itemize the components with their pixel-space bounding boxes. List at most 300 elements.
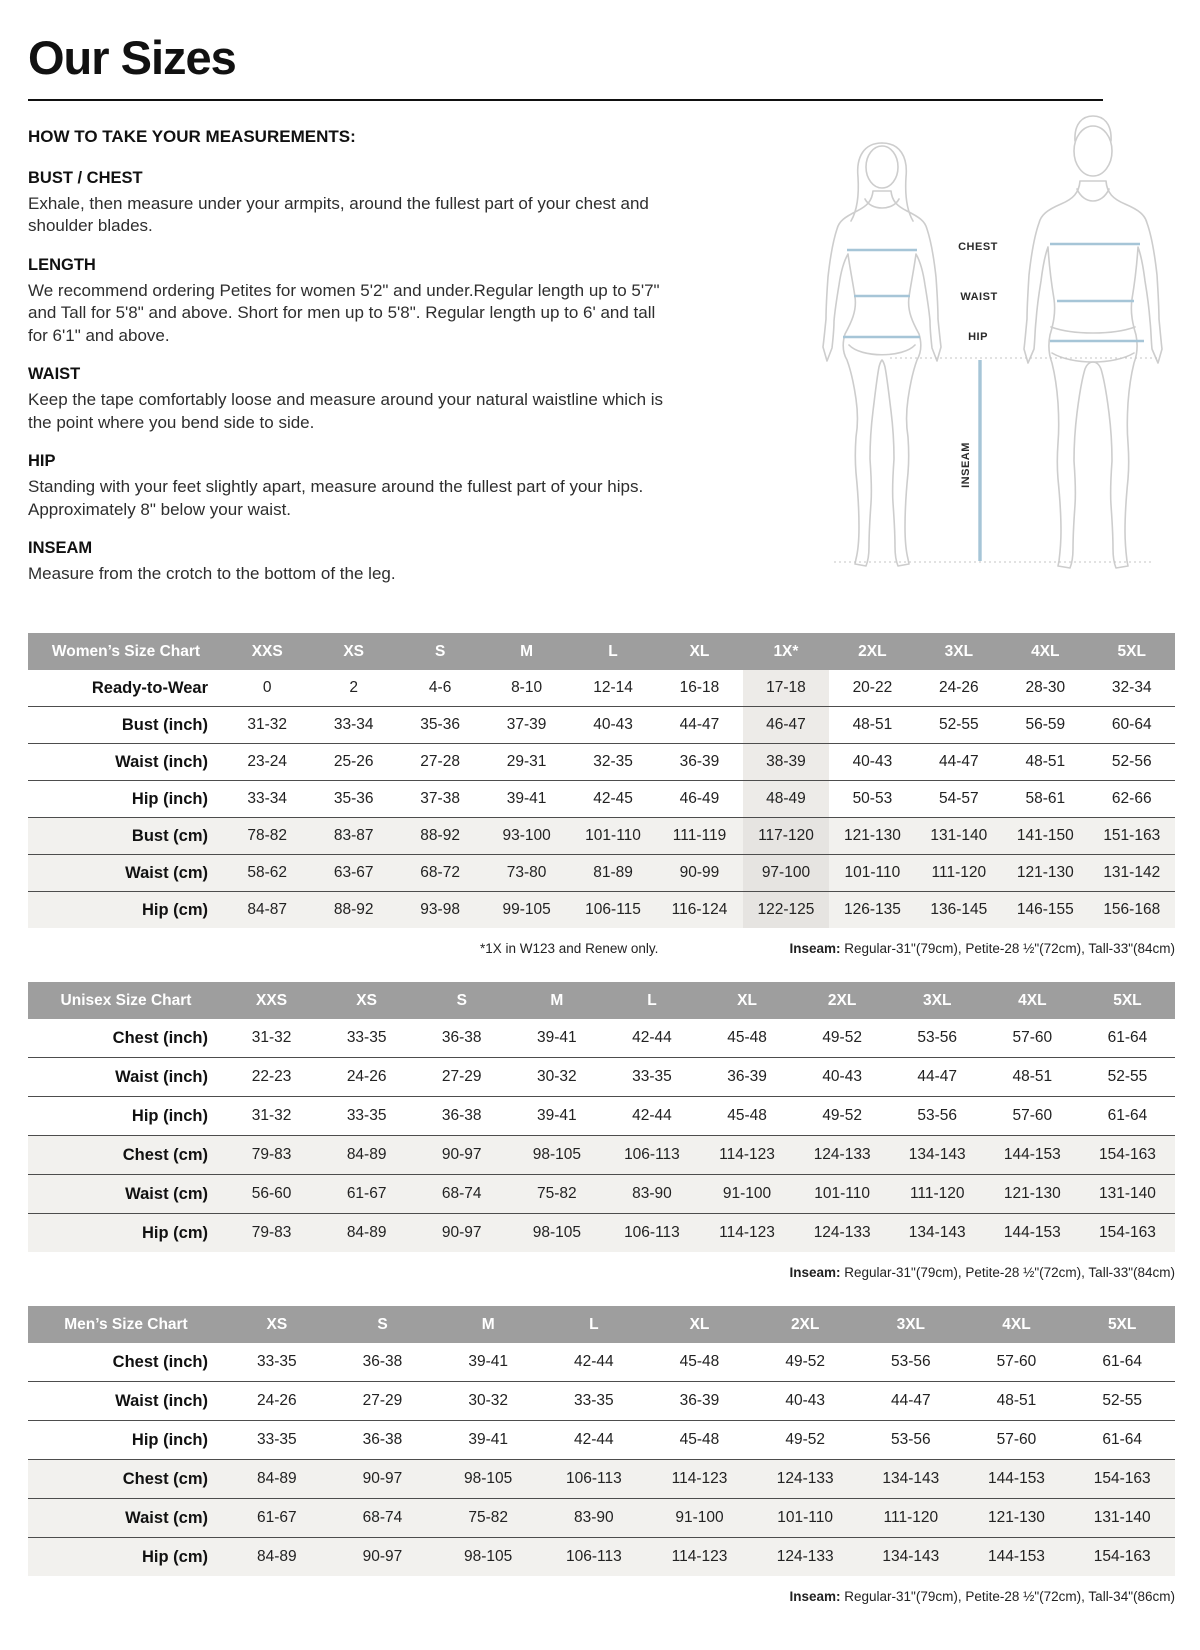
section-body: Standing with your feet slightly apart, measure around the fullest part of your hips. Approximately 8" below your waist. bbox=[28, 477, 644, 519]
column-header: L bbox=[589, 1315, 599, 1333]
table-cell: 97-100 bbox=[743, 855, 829, 891]
table-row bbox=[28, 1343, 1175, 1381]
section-body: Measure from the crotch to the bottom of the leg. bbox=[28, 563, 396, 583]
table-cell: 106-113 bbox=[565, 1470, 622, 1488]
table-cell: 30-32 bbox=[468, 1392, 508, 1410]
table-cell: 83-87 bbox=[333, 827, 374, 845]
table-cell: 35-36 bbox=[333, 790, 374, 808]
table-cell: 114-123 bbox=[719, 1146, 775, 1164]
column-header: XS bbox=[343, 642, 365, 660]
inseam-label: INSEAM bbox=[960, 442, 972, 488]
table-cell: 37-38 bbox=[420, 790, 460, 808]
table-cell: 61-67 bbox=[346, 1185, 387, 1203]
table-cell: 49-52 bbox=[822, 1107, 862, 1125]
table-cell: 17-18 bbox=[743, 670, 829, 706]
table-cell: 33-34 bbox=[247, 790, 288, 808]
table-cell: 38-39 bbox=[743, 744, 829, 780]
column-header: S bbox=[434, 642, 446, 660]
section-body: We recommend ordering Petites for women 5'2" and under.Regular length up to 5'7" and Tall for 5'8" and above. Short for men up to 5'8". Regular length up to 6' and tall for 6'1" and above. bbox=[28, 280, 660, 345]
table-title: Unisex Size Chart bbox=[60, 991, 192, 1009]
table-cell: 42-44 bbox=[632, 1107, 672, 1125]
body-outline-figures bbox=[797, 113, 1175, 583]
table-cell: 16-18 bbox=[679, 679, 720, 697]
table-row bbox=[28, 1096, 1175, 1135]
table-cell: 91-100 bbox=[675, 1509, 724, 1527]
inseam-note-label: Inseam: bbox=[789, 1589, 841, 1605]
hip-label: HIP bbox=[968, 331, 988, 343]
table-row bbox=[28, 780, 1175, 817]
table-row bbox=[28, 817, 1175, 854]
table-cell: 83-90 bbox=[632, 1185, 672, 1203]
table-cell: 144-153 bbox=[1003, 1224, 1061, 1242]
section-title: WAIST bbox=[28, 365, 81, 384]
table-cell: 27-28 bbox=[420, 753, 460, 771]
row-label: Chest (cm) bbox=[122, 1145, 208, 1164]
mens-table-footnotes bbox=[28, 1589, 1175, 1604]
table-cell: 45-48 bbox=[679, 1353, 720, 1371]
table-cell: 111-120 bbox=[909, 1185, 965, 1203]
table-cell: 84-89 bbox=[257, 1548, 297, 1566]
column-header: S bbox=[456, 991, 467, 1009]
table-cell: 99-105 bbox=[502, 901, 551, 919]
table-cell: 27-29 bbox=[362, 1392, 403, 1410]
table-cell: 121-130 bbox=[1016, 864, 1074, 882]
waist-label: WAIST bbox=[960, 291, 998, 303]
row-label: Waist (cm) bbox=[125, 1508, 208, 1527]
table-cell: 93-98 bbox=[420, 901, 460, 919]
section-title: INSEAM bbox=[28, 538, 93, 557]
table-cell: 134-143 bbox=[908, 1224, 966, 1242]
table-cell: 154-163 bbox=[1093, 1470, 1151, 1488]
table-cell: 42-44 bbox=[573, 1353, 614, 1371]
table-cell: 106-115 bbox=[585, 901, 641, 919]
measurement-figure-illustration bbox=[770, 113, 1175, 583]
table-cell: 98-105 bbox=[532, 1224, 581, 1242]
column-header: XXS bbox=[251, 642, 283, 660]
column-header: M bbox=[520, 642, 534, 660]
table-row bbox=[28, 891, 1175, 928]
table-header-row bbox=[28, 982, 1175, 1019]
column-header: XS bbox=[356, 991, 377, 1009]
table-cell: 33-35 bbox=[346, 1107, 387, 1125]
table-cell: 22-23 bbox=[251, 1068, 292, 1086]
table-row bbox=[28, 743, 1175, 780]
table-cell: 117-120 bbox=[743, 818, 829, 854]
table-cell: 121-130 bbox=[1003, 1185, 1061, 1203]
dotted-reference-lines bbox=[834, 358, 1157, 562]
table-cell: 101-110 bbox=[585, 827, 641, 845]
row-label: Bust (cm) bbox=[131, 826, 208, 845]
table-header-row bbox=[28, 1306, 1175, 1343]
table-cell: 78-82 bbox=[247, 827, 288, 845]
table-cell: 73-80 bbox=[506, 864, 547, 882]
table-cell: 57-60 bbox=[1012, 1107, 1053, 1125]
table-cell: 23-24 bbox=[247, 753, 288, 771]
column-header: 4XL bbox=[1018, 991, 1047, 1009]
table-cell: 40-43 bbox=[785, 1392, 825, 1410]
table-cell: 57-60 bbox=[1012, 1029, 1053, 1047]
table-cell: 53-56 bbox=[917, 1107, 958, 1125]
table-cell: 37-39 bbox=[506, 716, 547, 734]
womens-size-table bbox=[28, 633, 1175, 928]
column-header: 4XL bbox=[1031, 642, 1060, 660]
table-cell: 42-44 bbox=[632, 1029, 672, 1047]
table-cell: 31-32 bbox=[247, 716, 288, 734]
table-cell: 111-120 bbox=[931, 864, 987, 882]
table-cell: 32-35 bbox=[593, 753, 633, 771]
row-label: Waist (inch) bbox=[115, 752, 208, 771]
table-cell: 154-163 bbox=[1093, 1548, 1151, 1566]
woman-figure bbox=[823, 143, 941, 566]
row-label: Hip (cm) bbox=[142, 1547, 208, 1566]
table-cell: 106-113 bbox=[624, 1146, 680, 1164]
table-cell: 83-90 bbox=[573, 1509, 614, 1527]
table-cell: 84-89 bbox=[257, 1470, 297, 1488]
column-header: 5XL bbox=[1117, 642, 1146, 660]
table-row bbox=[28, 854, 1175, 891]
table-cell: 79-83 bbox=[251, 1224, 292, 1242]
table-row bbox=[28, 706, 1175, 743]
table-cell: 45-48 bbox=[727, 1107, 767, 1125]
table-cell: 33-35 bbox=[346, 1029, 387, 1047]
table-cell: 36-39 bbox=[679, 1392, 720, 1410]
table-cell: 33-35 bbox=[257, 1431, 297, 1449]
table-cell: 36-38 bbox=[441, 1107, 482, 1125]
table-cell: 79-83 bbox=[251, 1146, 292, 1164]
inseam-note-text: Regular-31"(79cm), Petite-28 ½"(72cm), Tall-34"(86cm) bbox=[840, 1589, 1175, 1605]
column-header: 3XL bbox=[944, 642, 974, 660]
table-cell: 44-47 bbox=[917, 1068, 958, 1086]
table-row bbox=[28, 1057, 1175, 1096]
row-label: Hip (cm) bbox=[142, 900, 208, 919]
table-cell: 33-34 bbox=[333, 716, 374, 734]
table-cell: 52-55 bbox=[1107, 1068, 1148, 1086]
table-cell: 36-39 bbox=[727, 1068, 767, 1086]
column-header: 1X* bbox=[773, 642, 799, 660]
table-row bbox=[28, 1019, 1175, 1057]
table-cell: 61-64 bbox=[1102, 1431, 1142, 1449]
column-header: L bbox=[608, 642, 618, 660]
table-cell: 53-56 bbox=[890, 1353, 931, 1371]
table-cell: 39-41 bbox=[468, 1431, 508, 1449]
section-body: Exhale, then measure under your armpits, around the fullest part of your chest and shoulder blades. bbox=[28, 194, 649, 236]
table-cell: 48-51 bbox=[1012, 1068, 1053, 1086]
table-cell: 75-82 bbox=[468, 1509, 508, 1527]
row-label: Waist (cm) bbox=[125, 1184, 208, 1203]
table-cell: 28-30 bbox=[1025, 679, 1066, 697]
column-header: 2XL bbox=[858, 642, 887, 660]
table-cell: 61-67 bbox=[257, 1509, 297, 1527]
row-label: Hip (inch) bbox=[131, 789, 208, 808]
unisex-size-chart-section bbox=[28, 982, 1175, 1280]
table-cell: 52-55 bbox=[939, 716, 979, 734]
table-cell: 124-133 bbox=[813, 1146, 871, 1164]
table-cell: 93-100 bbox=[502, 827, 551, 845]
table-cell: 68-74 bbox=[441, 1185, 482, 1203]
table-cell: 33-35 bbox=[257, 1353, 297, 1371]
row-label: Chest (inch) bbox=[112, 1028, 208, 1047]
table-cell: 134-143 bbox=[882, 1548, 940, 1566]
section-waist bbox=[28, 365, 770, 434]
table-cell: 48-51 bbox=[996, 1392, 1037, 1410]
table-cell: 61-64 bbox=[1107, 1107, 1148, 1125]
section-inseam bbox=[28, 539, 770, 585]
table-cell: 114-123 bbox=[671, 1548, 728, 1566]
table-cell: 24-26 bbox=[346, 1068, 387, 1086]
table-cell: 114-123 bbox=[671, 1470, 728, 1488]
table-cell: 101-110 bbox=[777, 1509, 834, 1527]
table-cell: 62-66 bbox=[1111, 790, 1152, 808]
inseam-note-label: Inseam: bbox=[789, 941, 841, 957]
table-cell: 60-64 bbox=[1111, 716, 1152, 734]
table-cell: 98-105 bbox=[532, 1146, 581, 1164]
row-label: Chest (inch) bbox=[112, 1352, 208, 1371]
table-cell: 84-89 bbox=[346, 1224, 387, 1242]
table-cell: 81-89 bbox=[593, 864, 633, 882]
column-header: 3XL bbox=[896, 1315, 926, 1333]
table-cell: 2 bbox=[349, 679, 358, 697]
table-cell: 27-29 bbox=[441, 1068, 482, 1086]
table-cell: 63-67 bbox=[333, 864, 374, 882]
inseam-note-text: Regular-31"(79cm), Petite-28 ½"(72cm), Tall-33"(84cm) bbox=[840, 1265, 1175, 1281]
table-cell: 36-38 bbox=[441, 1029, 482, 1047]
table-cell: 56-59 bbox=[1025, 716, 1066, 734]
table-cell: 48-51 bbox=[852, 716, 893, 734]
table-cell: 131-140 bbox=[930, 827, 988, 845]
table-cell: 40-43 bbox=[822, 1068, 862, 1086]
table-cell: 53-56 bbox=[890, 1431, 931, 1449]
table-cell: 32-34 bbox=[1111, 679, 1152, 697]
column-header: 4XL bbox=[1002, 1315, 1031, 1333]
table-cell: 53-56 bbox=[917, 1029, 958, 1047]
table-cell: 46-47 bbox=[743, 707, 829, 743]
column-header: XL bbox=[689, 1315, 710, 1333]
table-cell: 121-130 bbox=[988, 1509, 1045, 1527]
table-row bbox=[28, 1381, 1175, 1420]
table-cell: 44-47 bbox=[890, 1392, 931, 1410]
column-header: XS bbox=[266, 1315, 288, 1333]
table-title: Women’s Size Chart bbox=[51, 642, 201, 660]
size-tables bbox=[28, 633, 1175, 1604]
table-cell: 36-38 bbox=[362, 1431, 403, 1449]
table-cell: 0 bbox=[262, 679, 272, 697]
table-cell: 52-56 bbox=[1111, 753, 1152, 771]
table-cell: 45-48 bbox=[679, 1431, 720, 1449]
table-cell: 39-41 bbox=[537, 1107, 577, 1125]
row-label: Waist (cm) bbox=[125, 863, 208, 882]
row-label: Hip (cm) bbox=[142, 1223, 208, 1242]
intro-section bbox=[28, 125, 1175, 603]
table-cell: 68-74 bbox=[362, 1509, 403, 1527]
table-cell: 101-110 bbox=[814, 1185, 870, 1203]
table-cell: 48-49 bbox=[743, 781, 829, 817]
table-cell: 40-43 bbox=[593, 716, 633, 734]
table-cell: 40-43 bbox=[852, 753, 893, 771]
table-cell: 91-100 bbox=[722, 1185, 772, 1203]
section-bust-chest bbox=[28, 169, 770, 238]
column-header: L bbox=[647, 991, 657, 1009]
inseam-note bbox=[789, 1265, 1175, 1280]
table-cell: 156-168 bbox=[1103, 901, 1161, 919]
column-header: 5XL bbox=[1113, 991, 1142, 1009]
table-cell: 31-32 bbox=[251, 1107, 292, 1125]
table-cell: 45-48 bbox=[727, 1029, 767, 1047]
table-cell: 57-60 bbox=[996, 1353, 1037, 1371]
row-label: Ready-to-Wear bbox=[91, 678, 208, 697]
table-cell: 30-32 bbox=[537, 1068, 577, 1086]
table-cell: 56-60 bbox=[251, 1185, 292, 1203]
womens-table-footnotes bbox=[28, 941, 1175, 956]
table-cell: 42-44 bbox=[573, 1431, 614, 1449]
section-body: Keep the tape comfortably loose and measure around your natural waistline which is the point where you bend side to side. bbox=[28, 390, 664, 432]
section-length bbox=[28, 256, 770, 347]
column-header: M bbox=[550, 991, 564, 1009]
table-cell: 134-143 bbox=[882, 1470, 940, 1488]
table-cell: 44-47 bbox=[939, 753, 979, 771]
table-cell: 98-105 bbox=[464, 1470, 513, 1488]
table-row bbox=[28, 1459, 1175, 1498]
table-cell: 124-133 bbox=[776, 1548, 834, 1566]
table-cell: 61-64 bbox=[1107, 1029, 1148, 1047]
table-cell: 124-133 bbox=[813, 1224, 871, 1242]
column-header: 2XL bbox=[827, 991, 857, 1009]
table-cell: 24-26 bbox=[939, 679, 979, 697]
table-cell: 146-155 bbox=[1016, 901, 1074, 919]
table-cell: 68-72 bbox=[420, 864, 460, 882]
instructions-heading: HOW TO TAKE YOUR MEASUREMENTS: bbox=[28, 127, 356, 146]
table-cell: 84-87 bbox=[247, 901, 288, 919]
table-row bbox=[28, 1213, 1175, 1252]
table-cell: 144-153 bbox=[988, 1548, 1045, 1566]
inseam-note-text: Regular-31"(79cm), Petite-28 ½"(72cm), Tall-33"(84cm) bbox=[840, 941, 1175, 957]
row-label: Chest (cm) bbox=[122, 1469, 208, 1488]
table-cell: 39-41 bbox=[506, 790, 547, 808]
table-cell: 49-52 bbox=[785, 1431, 825, 1449]
table-cell: 154-163 bbox=[1098, 1224, 1156, 1242]
table-cell: 58-61 bbox=[1025, 790, 1066, 808]
table-cell: 36-39 bbox=[679, 753, 720, 771]
table-cell: 35-36 bbox=[420, 716, 460, 734]
table-cell: 126-135 bbox=[843, 901, 901, 919]
table-cell: 33-35 bbox=[573, 1392, 614, 1410]
mens-size-chart-section bbox=[28, 1306, 1175, 1604]
page-title: Our Sizes bbox=[28, 31, 236, 84]
table-cell: 111-119 bbox=[672, 827, 727, 845]
table-title: Men’s Size Chart bbox=[64, 1315, 188, 1333]
column-header: M bbox=[481, 1315, 495, 1333]
womens-size-chart-section bbox=[28, 633, 1175, 956]
table-cell: 114-123 bbox=[719, 1224, 775, 1242]
table-cell: 98-105 bbox=[464, 1548, 513, 1566]
table-row bbox=[28, 670, 1175, 706]
title-divider bbox=[28, 99, 1103, 101]
table-cell: 111-120 bbox=[883, 1509, 939, 1527]
table-cell: 25-26 bbox=[333, 753, 374, 771]
table-cell: 90-97 bbox=[362, 1470, 403, 1488]
table-cell: 131-140 bbox=[1093, 1509, 1151, 1527]
table-cell: 31-32 bbox=[251, 1029, 292, 1047]
table-cell: 48-51 bbox=[1025, 753, 1066, 771]
table-cell: 49-52 bbox=[785, 1353, 825, 1371]
measurement-instructions bbox=[28, 125, 770, 603]
table-cell: 154-163 bbox=[1098, 1146, 1156, 1164]
inseam-note bbox=[789, 1589, 1175, 1604]
table-cell: 106-113 bbox=[565, 1548, 622, 1566]
column-header: S bbox=[377, 1315, 388, 1333]
table-cell: 141-150 bbox=[1016, 827, 1074, 845]
table-cell: 58-62 bbox=[247, 864, 288, 882]
table-row bbox=[28, 1537, 1175, 1576]
table-cell: 4-6 bbox=[428, 679, 452, 697]
table-row bbox=[28, 1135, 1175, 1174]
table-cell: 39-41 bbox=[468, 1353, 508, 1371]
chest-label: CHEST bbox=[958, 241, 998, 253]
table-cell: 57-60 bbox=[996, 1431, 1037, 1449]
table-row bbox=[28, 1174, 1175, 1213]
table-cell: 101-110 bbox=[844, 864, 901, 882]
table-cell: 54-57 bbox=[939, 790, 979, 808]
table-cell: 121-130 bbox=[843, 827, 901, 845]
section-title: LENGTH bbox=[28, 255, 96, 274]
column-header: XL bbox=[689, 642, 710, 660]
table-cell: 50-53 bbox=[852, 790, 893, 808]
table-cell: 29-31 bbox=[506, 753, 547, 771]
table-cell: 44-47 bbox=[679, 716, 720, 734]
table-cell: 33-35 bbox=[632, 1068, 672, 1086]
table-cell: 46-49 bbox=[679, 790, 720, 808]
table-cell: 116-124 bbox=[671, 901, 728, 919]
column-header: XXS bbox=[256, 991, 288, 1009]
inseam-note bbox=[789, 941, 1175, 956]
table-cell: 151-163 bbox=[1103, 827, 1161, 845]
table-cell: 20-22 bbox=[852, 679, 893, 697]
table-cell: 36-38 bbox=[362, 1353, 403, 1371]
table-cell: 12-14 bbox=[593, 679, 633, 697]
table-cell: 42-45 bbox=[593, 790, 633, 808]
table-cell: 90-97 bbox=[362, 1548, 403, 1566]
table-cell: 39-41 bbox=[537, 1029, 577, 1047]
table-row bbox=[28, 1498, 1175, 1537]
column-header: 5XL bbox=[1107, 1315, 1137, 1333]
inseam-note-label: Inseam: bbox=[789, 1265, 841, 1281]
row-label: Waist (inch) bbox=[115, 1067, 208, 1086]
footnote-1x: *1X in W123 and Renew only. bbox=[480, 941, 659, 957]
table-cell: 90-97 bbox=[441, 1146, 482, 1164]
column-header: XL bbox=[737, 991, 757, 1009]
table-row bbox=[28, 1420, 1175, 1459]
table-cell: 131-140 bbox=[1098, 1185, 1156, 1203]
table-cell: 90-97 bbox=[441, 1224, 482, 1242]
section-title: BUST / CHEST bbox=[28, 169, 143, 187]
row-label: Hip (inch) bbox=[131, 1430, 208, 1449]
section-title: HIP bbox=[28, 452, 56, 471]
row-label: Waist (inch) bbox=[115, 1391, 208, 1410]
table-cell: 61-64 bbox=[1102, 1353, 1142, 1371]
column-header: 3XL bbox=[923, 991, 952, 1009]
row-label: Hip (inch) bbox=[131, 1106, 208, 1125]
table-cell: 136-145 bbox=[930, 901, 988, 919]
table-cell: 144-153 bbox=[1003, 1146, 1061, 1164]
column-header: 2XL bbox=[790, 1315, 820, 1333]
table-cell: 88-92 bbox=[420, 827, 460, 845]
table-cell: 134-143 bbox=[908, 1146, 966, 1164]
table-header-row bbox=[28, 633, 1175, 670]
table-cell: 131-142 bbox=[1103, 864, 1161, 882]
table-cell: 75-82 bbox=[537, 1185, 577, 1203]
section-hip bbox=[28, 452, 770, 521]
mens-size-table bbox=[28, 1306, 1175, 1576]
table-cell: 52-55 bbox=[1102, 1392, 1142, 1410]
